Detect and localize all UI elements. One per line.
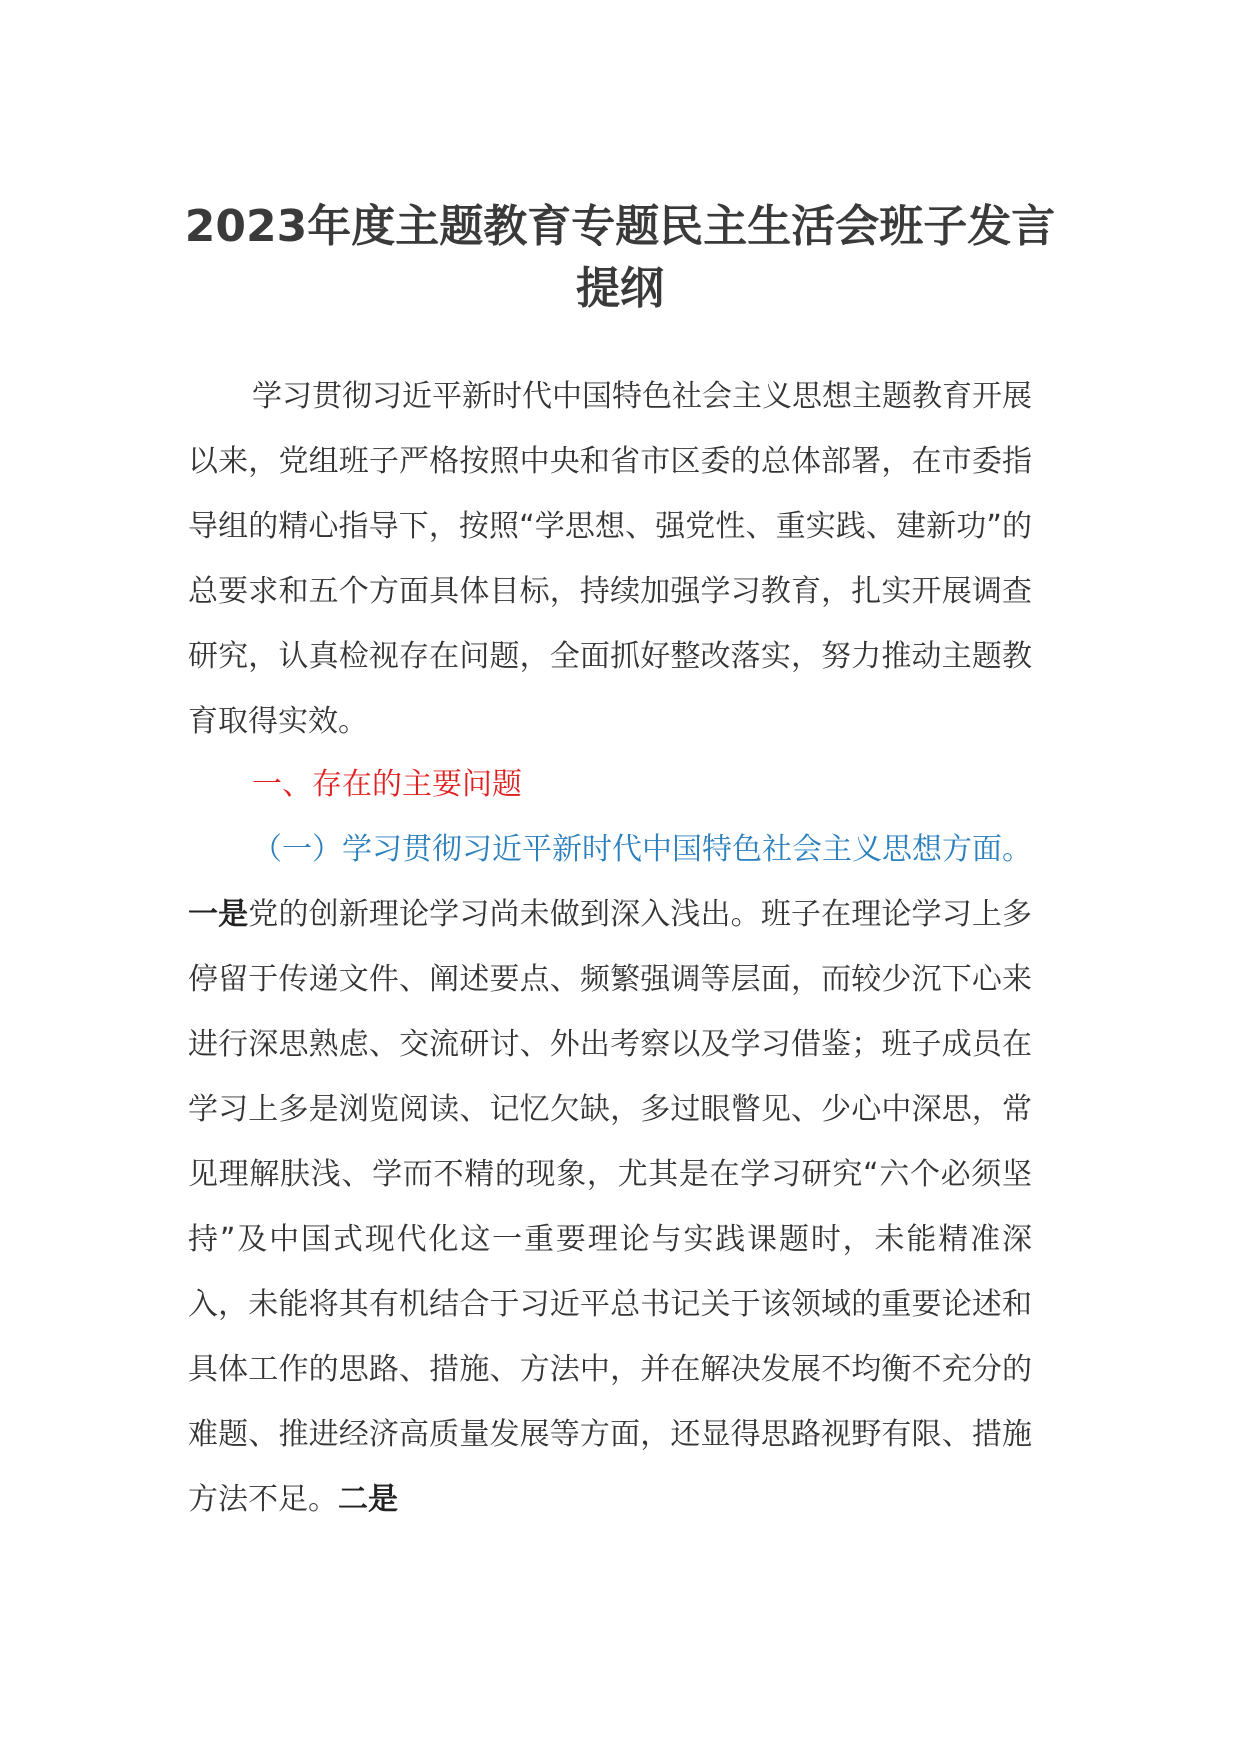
subsection-paragraph bbox=[188, 817, 1032, 1532]
point-two-label: 二是 bbox=[338, 1482, 398, 1517]
section-heading: 一、存在的主要问题 bbox=[252, 767, 522, 802]
intro-paragraph: 学习贯彻习近平新时代中国特色社会主义思想主题教育开展以来，党组班子严格按照中央和省市区委的总体部署，在市委指导组的精心指导下，按照“学思想、强党性、重实践、建新功”的总要求和五个方面具体目标，持续加强学习教育，扎实开展调查研究，认真检视存在问题，全面抓好整改落实，努力推动主题教育取得实效。 bbox=[188, 379, 1032, 739]
subsection-heading: （一）学习贯彻习近平新时代中国特色社会主义思想方面。 bbox=[252, 832, 1032, 867]
point-one-label: 一是 bbox=[188, 897, 249, 932]
document-title: 2023年度主题教育专题民主生活会班子发言提纲 bbox=[184, 201, 1056, 314]
point-one-text: 党的创新理论学习尚未做到深入浅出。班子在理论学习上多停留于传递文件、阐述要点、频繁强调等层面，而较少沉下心来进行深思熟虑、交流研讨、外出考察以及学习借鉴；班子成员在学习上多是浏览阅读、记忆欠缺，多过眼瞥见、少心中深思，常见理解肤浅、学而不精的现象，尤其是在学习研究“六个必须坚持”及中国式现代化这一重要理论与实践课题时，未能精准深入，未能将其有机结合于习近平总书记关于该领域的重要论述和具体工作的思路、措施、方法中，并在解决发展不均衡不充分的难题、推进经济高质量发展等方面，还显得思路视野有限、措施方法不足。 bbox=[188, 897, 1032, 1517]
